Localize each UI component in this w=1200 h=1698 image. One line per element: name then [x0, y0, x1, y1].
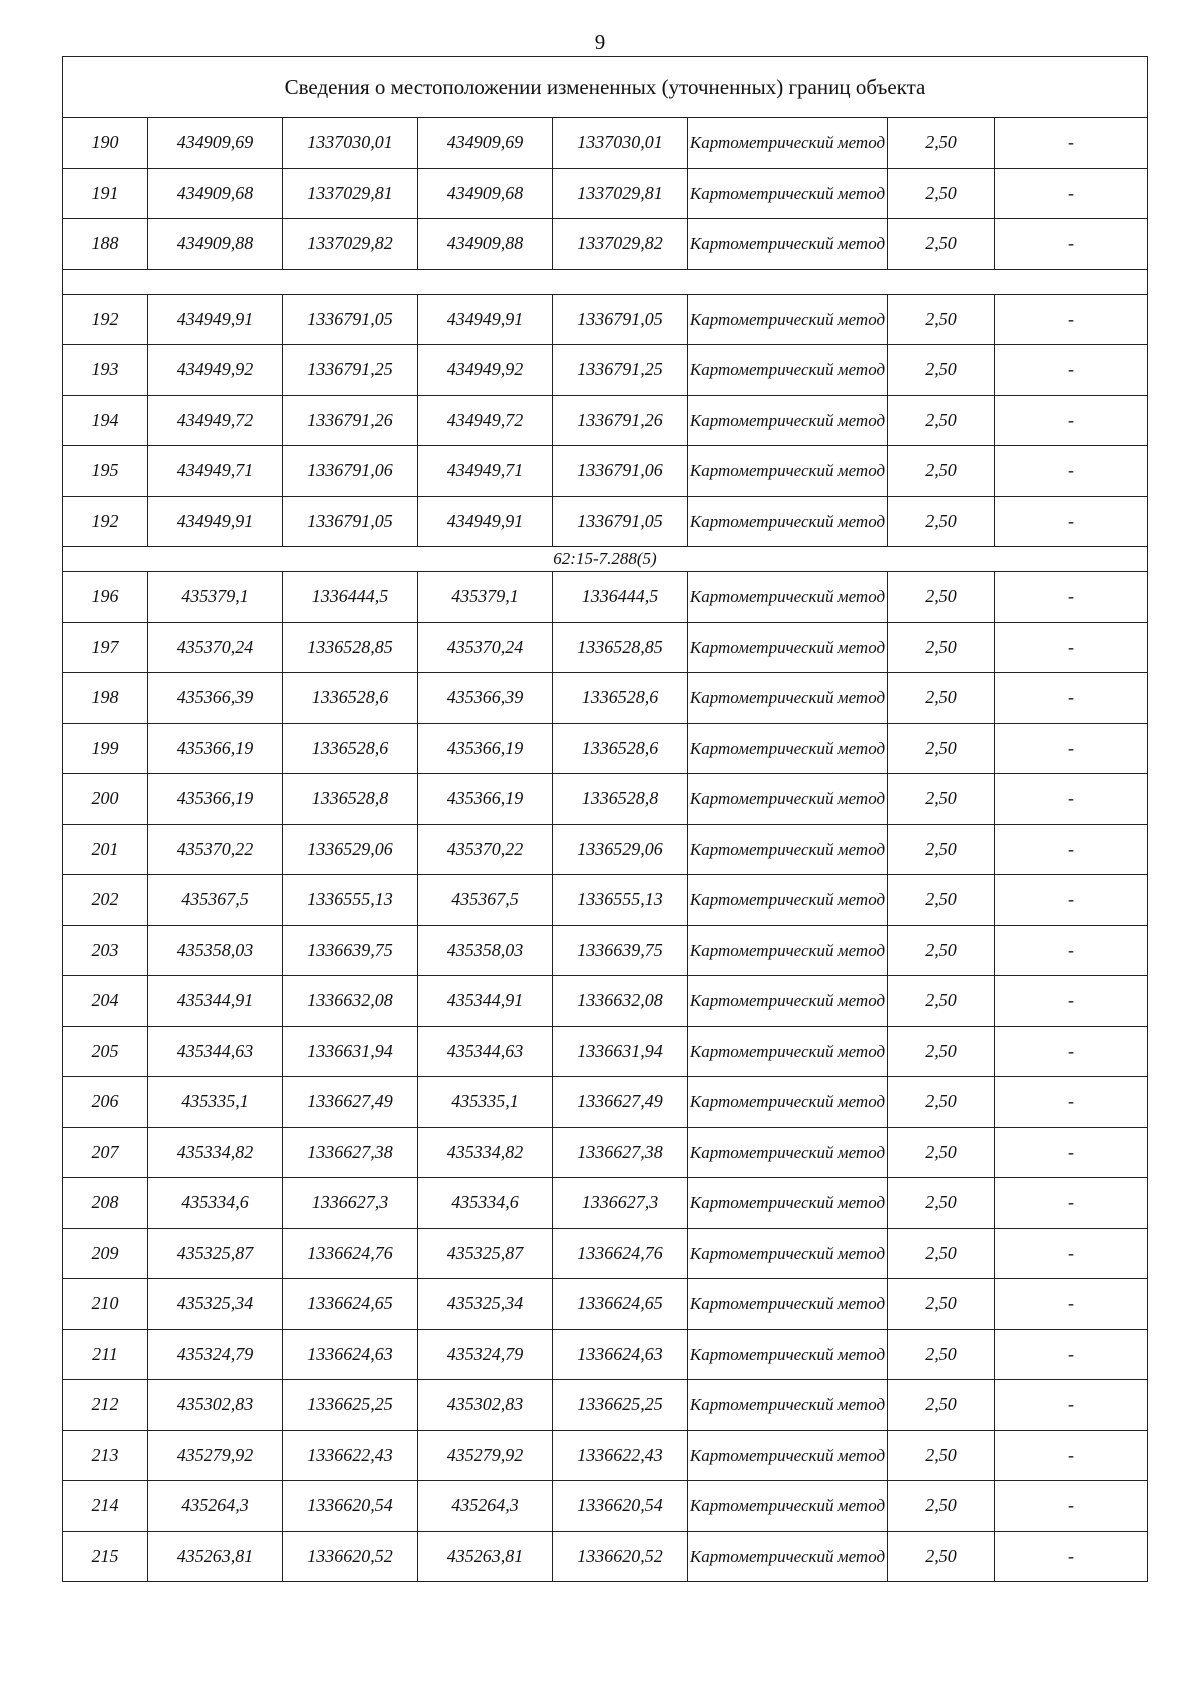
point-number-cell: 205 — [63, 1026, 148, 1077]
method-cell: Картометрический метод — [688, 1228, 888, 1279]
method-cell: Картометрический метод — [688, 1481, 888, 1532]
x-existing-cell: 435370,24 — [148, 622, 283, 673]
point-number-cell: 190 — [63, 118, 148, 169]
note-cell: - — [995, 446, 1148, 497]
x-refined-cell: 435324,79 — [418, 1329, 553, 1380]
method-cell: Картометрический метод — [688, 673, 888, 724]
note-cell: - — [995, 673, 1148, 724]
note-cell: - — [995, 1531, 1148, 1582]
precision-cell: 2,50 — [888, 622, 995, 673]
precision-cell: 2,50 — [888, 1127, 995, 1178]
x-refined-cell: 434909,88 — [418, 219, 553, 270]
method-cell: Картометрический метод — [688, 446, 888, 497]
table-row — [63, 1380, 1148, 1431]
y-refined-cell: 1336631,94 — [553, 1026, 688, 1077]
y-refined-cell: 1336528,8 — [553, 774, 688, 825]
page-number: 9 — [594, 30, 606, 54]
x-existing-cell: 435335,1 — [148, 1077, 283, 1128]
x-refined-cell: 435366,19 — [418, 723, 553, 774]
point-number-cell: 215 — [63, 1531, 148, 1582]
note-cell: - — [995, 976, 1148, 1027]
y-refined-cell: 1336620,54 — [553, 1481, 688, 1532]
x-existing-cell: 435334,6 — [148, 1178, 283, 1229]
y-refined-cell: 1336791,05 — [553, 294, 688, 345]
point-number-cell: 196 — [63, 572, 148, 623]
section-separator-row — [63, 269, 1148, 294]
precision-cell: 2,50 — [888, 446, 995, 497]
y-existing-cell: 1337029,82 — [283, 219, 418, 270]
x-existing-cell: 435366,19 — [148, 774, 283, 825]
method-cell: Картометрический метод — [688, 875, 888, 926]
point-number-cell: 195 — [63, 446, 148, 497]
note-cell: - — [995, 723, 1148, 774]
note-cell: - — [995, 1329, 1148, 1380]
y-refined-cell: 1336791,05 — [553, 496, 688, 547]
method-cell: Картометрический метод — [688, 1531, 888, 1582]
y-refined-cell: 1336627,3 — [553, 1178, 688, 1229]
y-existing-cell: 1336528,6 — [283, 673, 418, 724]
point-number-cell: 200 — [63, 774, 148, 825]
y-existing-cell: 1336627,3 — [283, 1178, 418, 1229]
x-existing-cell: 434949,72 — [148, 395, 283, 446]
method-cell: Картометрический метод — [688, 774, 888, 825]
method-cell: Картометрический метод — [688, 1026, 888, 1077]
y-existing-cell: 1336791,06 — [283, 446, 418, 497]
precision-cell: 2,50 — [888, 496, 995, 547]
point-number-cell: 197 — [63, 622, 148, 673]
x-refined-cell: 435334,82 — [418, 1127, 553, 1178]
y-existing-cell: 1336624,65 — [283, 1279, 418, 1330]
method-cell: Картометрический метод — [688, 622, 888, 673]
y-existing-cell: 1336791,26 — [283, 395, 418, 446]
x-refined-cell: 434949,91 — [418, 496, 553, 547]
method-cell: Картометрический метод — [688, 1077, 888, 1128]
note-cell: - — [995, 118, 1148, 169]
point-number-cell: 204 — [63, 976, 148, 1027]
precision-cell: 2,50 — [888, 673, 995, 724]
method-cell: Картометрический метод — [688, 118, 888, 169]
precision-cell: 2,50 — [888, 1178, 995, 1229]
section-label: 62:15-7.288(5) — [63, 547, 1148, 572]
y-existing-cell: 1336791,25 — [283, 345, 418, 396]
precision-cell: 2,50 — [888, 572, 995, 623]
y-existing-cell: 1336528,85 — [283, 622, 418, 673]
point-number-cell: 203 — [63, 925, 148, 976]
table-row — [63, 572, 1148, 623]
x-existing-cell: 435302,83 — [148, 1380, 283, 1431]
precision-cell: 2,50 — [888, 1228, 995, 1279]
y-refined-cell: 1336639,75 — [553, 925, 688, 976]
y-refined-cell: 1336624,63 — [553, 1329, 688, 1380]
x-refined-cell: 435366,39 — [418, 673, 553, 724]
note-cell: - — [995, 1380, 1148, 1431]
point-number-cell: 192 — [63, 496, 148, 547]
x-existing-cell: 434909,88 — [148, 219, 283, 270]
method-cell: Картометрический метод — [688, 1430, 888, 1481]
x-existing-cell: 435358,03 — [148, 925, 283, 976]
y-existing-cell: 1336627,49 — [283, 1077, 418, 1128]
y-refined-cell: 1336444,5 — [553, 572, 688, 623]
method-cell: Картометрический метод — [688, 1329, 888, 1380]
point-number-cell: 194 — [63, 395, 148, 446]
table-row — [63, 1228, 1148, 1279]
point-number-cell: 210 — [63, 1279, 148, 1330]
y-refined-cell: 1336791,25 — [553, 345, 688, 396]
table-row — [63, 219, 1148, 270]
y-existing-cell: 1336622,43 — [283, 1430, 418, 1481]
x-refined-cell: 435334,6 — [418, 1178, 553, 1229]
y-refined-cell: 1336528,6 — [553, 673, 688, 724]
method-cell: Картометрический метод — [688, 925, 888, 976]
table-row — [63, 824, 1148, 875]
y-existing-cell: 1336444,5 — [283, 572, 418, 623]
table-row — [63, 168, 1148, 219]
precision-cell: 2,50 — [888, 1380, 995, 1431]
table-row — [63, 925, 1148, 976]
x-refined-cell: 435358,03 — [418, 925, 553, 976]
x-existing-cell: 435334,82 — [148, 1127, 283, 1178]
table-row — [63, 1026, 1148, 1077]
section-header-row — [63, 547, 1148, 572]
x-refined-cell: 434909,69 — [418, 118, 553, 169]
point-number-cell: 207 — [63, 1127, 148, 1178]
y-refined-cell: 1336624,76 — [553, 1228, 688, 1279]
precision-cell: 2,50 — [888, 1279, 995, 1330]
table-row — [63, 395, 1148, 446]
method-cell: Картометрический метод — [688, 1380, 888, 1431]
precision-cell: 2,50 — [888, 345, 995, 396]
precision-cell: 2,50 — [888, 1481, 995, 1532]
x-existing-cell: 435324,79 — [148, 1329, 283, 1380]
x-refined-cell: 435379,1 — [418, 572, 553, 623]
method-cell: Картометрический метод — [688, 976, 888, 1027]
y-existing-cell: 1336624,63 — [283, 1329, 418, 1380]
table-title: Сведения о местоположении измененных (уточненных) границ объекта — [63, 57, 1148, 118]
point-number-cell: 214 — [63, 1481, 148, 1532]
precision-cell: 2,50 — [888, 168, 995, 219]
y-existing-cell: 1336528,6 — [283, 723, 418, 774]
x-existing-cell: 435325,34 — [148, 1279, 283, 1330]
y-existing-cell: 1336620,54 — [283, 1481, 418, 1532]
table-row — [63, 294, 1148, 345]
note-cell: - — [995, 168, 1148, 219]
point-number-cell: 199 — [63, 723, 148, 774]
x-existing-cell: 435379,1 — [148, 572, 283, 623]
point-number-cell: 193 — [63, 345, 148, 396]
x-refined-cell: 434949,91 — [418, 294, 553, 345]
method-cell: Картометрический метод — [688, 168, 888, 219]
x-refined-cell: 435367,5 — [418, 875, 553, 926]
y-refined-cell: 1337029,81 — [553, 168, 688, 219]
method-cell: Картометрический метод — [688, 345, 888, 396]
note-cell: - — [995, 1279, 1148, 1330]
x-existing-cell: 435366,39 — [148, 673, 283, 724]
method-cell: Картометрический метод — [688, 572, 888, 623]
table-row — [63, 345, 1148, 396]
point-number-cell: 201 — [63, 824, 148, 875]
method-cell: Картометрический метод — [688, 824, 888, 875]
y-existing-cell: 1336529,06 — [283, 824, 418, 875]
table-row — [63, 496, 1148, 547]
table-row — [63, 622, 1148, 673]
y-existing-cell: 1336625,25 — [283, 1380, 418, 1431]
x-existing-cell: 435370,22 — [148, 824, 283, 875]
point-number-cell: 212 — [63, 1380, 148, 1431]
note-cell: - — [995, 496, 1148, 547]
y-existing-cell: 1336620,52 — [283, 1531, 418, 1582]
x-refined-cell: 434949,72 — [418, 395, 553, 446]
y-refined-cell: 1337029,82 — [553, 219, 688, 270]
x-existing-cell: 435344,91 — [148, 976, 283, 1027]
point-number-cell: 198 — [63, 673, 148, 724]
x-refined-cell: 435344,91 — [418, 976, 553, 1027]
note-cell: - — [995, 925, 1148, 976]
y-refined-cell: 1336791,26 — [553, 395, 688, 446]
y-refined-cell: 1336632,08 — [553, 976, 688, 1027]
precision-cell: 2,50 — [888, 1026, 995, 1077]
note-cell: - — [995, 824, 1148, 875]
note-cell: - — [995, 774, 1148, 825]
method-cell: Картометрический метод — [688, 723, 888, 774]
precision-cell: 2,50 — [888, 219, 995, 270]
point-number-cell: 191 — [63, 168, 148, 219]
method-cell: Картометрический метод — [688, 496, 888, 547]
x-refined-cell: 435370,24 — [418, 622, 553, 673]
precision-cell: 2,50 — [888, 875, 995, 926]
point-number-cell: 211 — [63, 1329, 148, 1380]
x-refined-cell: 435302,83 — [418, 1380, 553, 1431]
y-refined-cell: 1336791,06 — [553, 446, 688, 497]
x-refined-cell: 435279,92 — [418, 1430, 553, 1481]
x-existing-cell: 434949,91 — [148, 294, 283, 345]
precision-cell: 2,50 — [888, 723, 995, 774]
precision-cell: 2,50 — [888, 976, 995, 1027]
note-cell: - — [995, 622, 1148, 673]
table-row — [63, 118, 1148, 169]
y-refined-cell: 1336529,06 — [553, 824, 688, 875]
table-row — [63, 1329, 1148, 1380]
note-cell: - — [995, 395, 1148, 446]
precision-cell: 2,50 — [888, 925, 995, 976]
y-refined-cell: 1336625,25 — [553, 1380, 688, 1431]
note-cell: - — [995, 219, 1148, 270]
x-existing-cell: 434909,69 — [148, 118, 283, 169]
x-refined-cell: 435264,3 — [418, 1481, 553, 1532]
table-body — [63, 57, 1148, 1582]
x-refined-cell: 435344,63 — [418, 1026, 553, 1077]
precision-cell: 2,50 — [888, 1430, 995, 1481]
y-refined-cell: 1336528,6 — [553, 723, 688, 774]
table-row — [63, 1127, 1148, 1178]
x-refined-cell: 435325,87 — [418, 1228, 553, 1279]
x-refined-cell: 435370,22 — [418, 824, 553, 875]
x-existing-cell: 435263,81 — [148, 1531, 283, 1582]
y-refined-cell: 1336624,65 — [553, 1279, 688, 1330]
y-refined-cell: 1336555,13 — [553, 875, 688, 926]
table-row — [63, 1178, 1148, 1229]
table-row — [63, 774, 1148, 825]
y-existing-cell: 1337029,81 — [283, 168, 418, 219]
table-row — [63, 673, 1148, 724]
x-refined-cell: 435325,34 — [418, 1279, 553, 1330]
precision-cell: 2,50 — [888, 1329, 995, 1380]
note-cell: - — [995, 1228, 1148, 1279]
y-refined-cell: 1336627,49 — [553, 1077, 688, 1128]
note-cell: - — [995, 1077, 1148, 1128]
x-refined-cell: 435366,19 — [418, 774, 553, 825]
table-row — [63, 446, 1148, 497]
precision-cell: 2,50 — [888, 118, 995, 169]
method-cell: Картометрический метод — [688, 1279, 888, 1330]
y-refined-cell: 1337030,01 — [553, 118, 688, 169]
table-row — [63, 723, 1148, 774]
y-existing-cell: 1336555,13 — [283, 875, 418, 926]
table-row — [63, 1481, 1148, 1532]
x-existing-cell: 435344,63 — [148, 1026, 283, 1077]
precision-cell: 2,50 — [888, 395, 995, 446]
method-cell: Картометрический метод — [688, 1178, 888, 1229]
x-refined-cell: 434949,71 — [418, 446, 553, 497]
point-number-cell: 213 — [63, 1430, 148, 1481]
note-cell: - — [995, 1178, 1148, 1229]
y-existing-cell: 1336631,94 — [283, 1026, 418, 1077]
y-refined-cell: 1336528,85 — [553, 622, 688, 673]
note-cell: - — [995, 572, 1148, 623]
table-title-row — [63, 57, 1148, 118]
precision-cell: 2,50 — [888, 1531, 995, 1582]
x-refined-cell: 434909,68 — [418, 168, 553, 219]
x-refined-cell: 434949,92 — [418, 345, 553, 396]
point-number-cell: 209 — [63, 1228, 148, 1279]
x-existing-cell: 434949,71 — [148, 446, 283, 497]
y-refined-cell: 1336627,38 — [553, 1127, 688, 1178]
table-row — [63, 1430, 1148, 1481]
y-refined-cell: 1336622,43 — [553, 1430, 688, 1481]
method-cell: Картометрический метод — [688, 219, 888, 270]
precision-cell: 2,50 — [888, 774, 995, 825]
x-existing-cell: 435367,5 — [148, 875, 283, 926]
y-refined-cell: 1336620,52 — [553, 1531, 688, 1582]
y-existing-cell: 1337030,01 — [283, 118, 418, 169]
y-existing-cell: 1336791,05 — [283, 496, 418, 547]
note-cell: - — [995, 294, 1148, 345]
boundary-coordinates-table — [62, 56, 1148, 1582]
y-existing-cell: 1336639,75 — [283, 925, 418, 976]
note-cell: - — [995, 875, 1148, 926]
y-existing-cell: 1336632,08 — [283, 976, 418, 1027]
method-cell: Картометрический метод — [688, 294, 888, 345]
y-existing-cell: 1336791,05 — [283, 294, 418, 345]
point-number-cell: 206 — [63, 1077, 148, 1128]
x-existing-cell: 435366,19 — [148, 723, 283, 774]
note-cell: - — [995, 1127, 1148, 1178]
x-existing-cell: 435264,3 — [148, 1481, 283, 1532]
section-label — [63, 269, 1148, 294]
table-row — [63, 1531, 1148, 1582]
table-row — [63, 976, 1148, 1027]
table-row — [63, 1077, 1148, 1128]
table-row — [63, 1279, 1148, 1330]
x-refined-cell: 435335,1 — [418, 1077, 553, 1128]
y-existing-cell: 1336528,8 — [283, 774, 418, 825]
note-cell: - — [995, 1481, 1148, 1532]
table-row — [63, 875, 1148, 926]
x-existing-cell: 435325,87 — [148, 1228, 283, 1279]
note-cell: - — [995, 1430, 1148, 1481]
y-existing-cell: 1336627,38 — [283, 1127, 418, 1178]
precision-cell: 2,50 — [888, 824, 995, 875]
point-number-cell: 192 — [63, 294, 148, 345]
point-number-cell: 188 — [63, 219, 148, 270]
method-cell: Картометрический метод — [688, 395, 888, 446]
note-cell: - — [995, 345, 1148, 396]
precision-cell: 2,50 — [888, 1077, 995, 1128]
x-refined-cell: 435263,81 — [418, 1531, 553, 1582]
x-existing-cell: 435279,92 — [148, 1430, 283, 1481]
x-existing-cell: 434909,68 — [148, 168, 283, 219]
x-existing-cell: 434949,91 — [148, 496, 283, 547]
x-existing-cell: 434949,92 — [148, 345, 283, 396]
note-cell: - — [995, 1026, 1148, 1077]
y-existing-cell: 1336624,76 — [283, 1228, 418, 1279]
point-number-cell: 202 — [63, 875, 148, 926]
point-number-cell: 208 — [63, 1178, 148, 1229]
method-cell: Картометрический метод — [688, 1127, 888, 1178]
precision-cell: 2,50 — [888, 294, 995, 345]
